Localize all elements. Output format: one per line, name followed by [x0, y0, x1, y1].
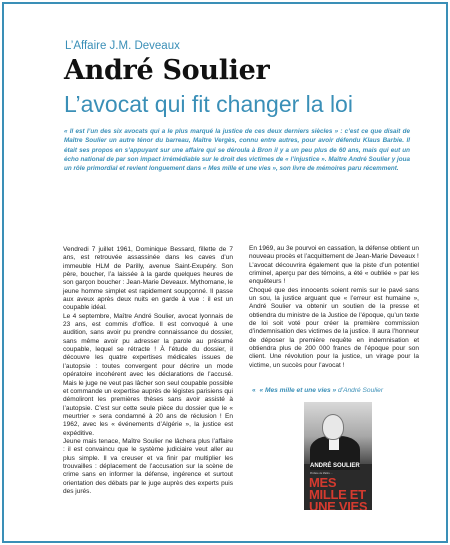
book-cover-author: ANDRÉ SOULIER: [310, 463, 360, 469]
book-caption-author: d’André Soulier: [336, 387, 384, 394]
paragraph: Vendredi 7 juillet 1961, Dominique Bessard, fillette de 7 ans, est retrouvée assassinée dans les caves d’un immeuble HLM de Parilly, avenue Saint-Exupéry. Son père, boucher, l’a laissée à la garde quelques heures de son garçon boucher : Jean-Marie Deveaux. Mythomane, le jeune homme simplet est rapidement soupçonné. Il passe aux aveux après deux nuits en garde à vue : il est un coupable idéal.: [63, 246, 233, 312]
text-column-right: [249, 245, 419, 370]
page-subtitle: L’avocat qui fit changer la loi: [64, 91, 353, 117]
paragraph: Choqué que des innocents soient remis sur le pavé sans un sou, la justice arguant que « l’erreur est humaine », André Soulier va obtenir un soutien de la presse et obtiendra du ministre de la Justice de l’époque, qu’un texte de loi soit voté pour créer la première commission d’indemnisation des victimes de la justice. Il aura l’honneur de déposer la première requête en indemnisation et obtiendra plus de 200 000 francs de l’époque pour son client. Une révolution pour la justice, un virage pour la victime, un succès pour l’avocat !: [249, 286, 419, 369]
paragraph: En 1969, au 3e pourvoi en cassation, la défense obtient un nouveau procès et l’acquittement de Jean-Marie Deveaux !: [249, 245, 419, 261]
quote-arrow-icon: «: [252, 387, 256, 394]
page-frame: [2, 2, 448, 543]
book-cover-image: [304, 402, 372, 510]
book-caption-title: « Mes mille et une vies »: [259, 387, 337, 394]
book-caption: [252, 387, 383, 394]
kicker: L’Affaire J.M. Deveaux: [65, 40, 180, 52]
paragraph: L’avocat découvrira également que la piste d’un potentiel criminel, aperçu par des témoins, a été « oubliée » par les enquêteurs !: [249, 261, 419, 286]
text-column-left: [63, 246, 233, 496]
book-cover-title: MES MILLE ET UNE VIES: [309, 475, 368, 510]
paragraph: Le 4 septembre, Maître André Soulier, avocat lyonnais de 23 ans, est commis d’office. Il est convoqué à une audition, sans avoir pu prendre connaissance du dossier, sans même avoir pu adresser la parole au présumé coupable, lequel se rétracte ! À l’étude du dossier, il découvre les quatre expertises médicales issues de l’autopsie : toutes convergent pour décrire un mode opératoire incohérent avec les déclarations de l’accusé. Mais le juge ne veut pas lâcher son seul coupable possible et commande un expertise auprès de légistes parisiens qui démoliront les premières thèses sans avoir assisté à l’autopsie. C’est sur cette seule pièce du dossier que le « meurtrier » sera condamné à 20 ans de réclusion ! En 1962, avec les « événements d’Algérie », la justice est expéditive.: [63, 312, 233, 437]
book-cover-preface: Préface de Maître ...: [310, 472, 333, 475]
book-cover-figure-head: [322, 414, 344, 440]
paragraph: Jeune mais tenace, Maître Soulier ne lâchera plus l’affaire : il est convaincu que le système judiciaire veut aller au plus simple. Il va creuser et va finir par multiplier les trouvailles : déplacement de l’accusation sur la scène de crime sans en informer la défense, ingérence et surtout orientation des débats par le juge auprès des experts puis des jurés.: [63, 437, 233, 495]
page-title: André Soulier: [64, 55, 270, 86]
lead-paragraph: « Il est l’un des six avocats qui a le plus marqué la justice de ces deux derniers siècles » : c’est ce que disait de Maître Soulier un autre ténor du barreau, Maître Vergès, connu entre autres, pour avoir défendu Klaus Barbie. Il était ses propos en s’appuyant sur une affaire qui se déroula à Bron il y a un peu plus de 60 ans, mais qui eut un écho national de par son impact irrémédiable sur le droit des victimes de « l’injustice ». Maître André Soulier y joua un rôle primordial et revient longuement dans « Mes mille et une vies », son livre de mémoires paru récemment.: [64, 128, 410, 173]
